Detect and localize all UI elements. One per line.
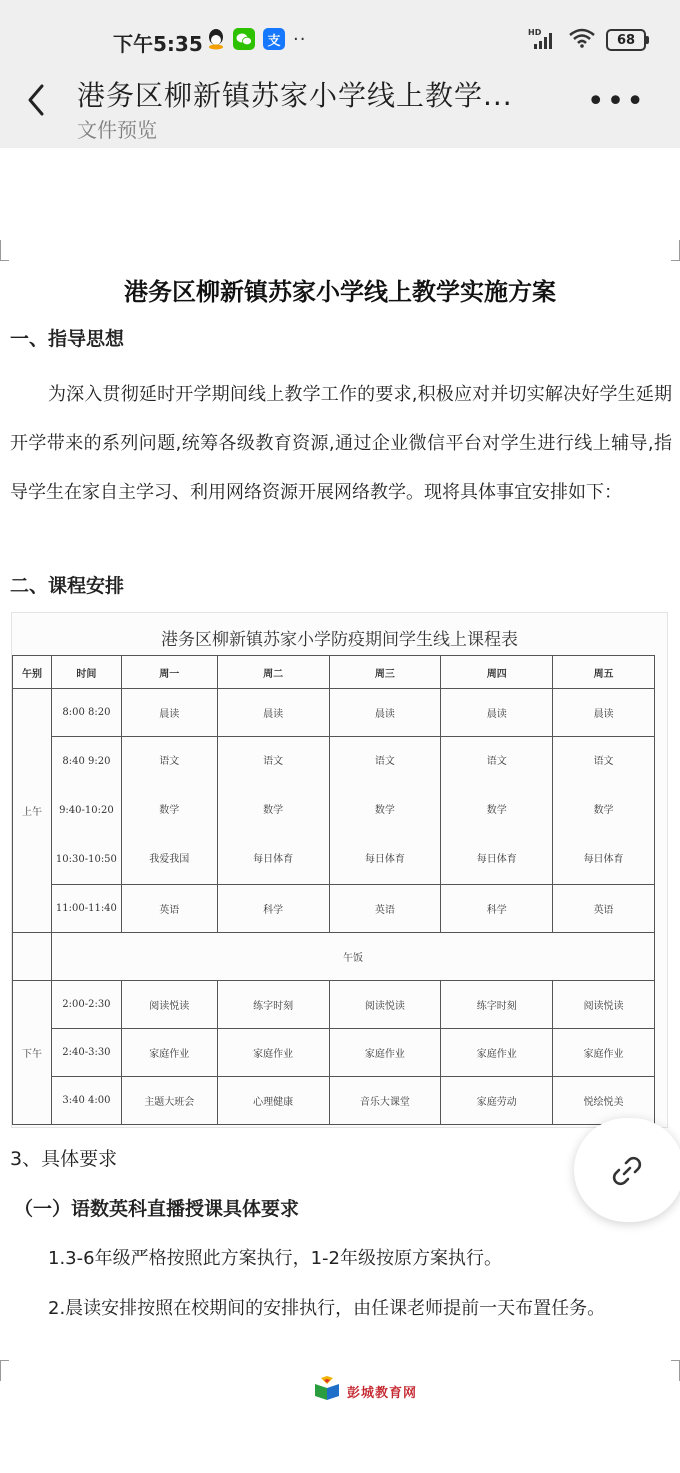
table-header-row (13, 656, 655, 689)
header-cell: 周三 (329, 656, 441, 689)
page-corner-mark (671, 1360, 680, 1381)
header-cell: 周四 (441, 656, 553, 689)
wechat-icon (233, 28, 255, 50)
back-button[interactable] (18, 78, 58, 122)
class-cell: 家庭作业 (441, 1029, 553, 1077)
subsection-heading: （一）语数英科直播授课具体要求 (14, 1198, 300, 1220)
notification-icons (207, 28, 306, 50)
time-cell: 8:00 8:20 (51, 689, 121, 737)
class-cell-group (217, 737, 329, 885)
time-cell: 2:00-2:30 (51, 981, 121, 1029)
class-cell: 家庭作业 (121, 1029, 217, 1077)
class-cell: 英语 (329, 885, 441, 933)
requirement-item: 2.晨读安排按照在校期间的安排执行，由任课老师提前一天布置任务。 (48, 1298, 606, 1319)
page-corner-mark (671, 240, 680, 261)
section-heading-guidance: 一、指导思想 (10, 328, 125, 350)
alipay-icon: 支 (263, 28, 285, 50)
header-cell: 周一 (121, 656, 217, 689)
doc-heading: 港务区柳新镇苏家小学线上教学实施方案 (124, 278, 556, 306)
table-row-lunch (13, 933, 655, 981)
class-cell: 英语 (553, 885, 655, 933)
table-row (13, 689, 655, 737)
class-cell: 数学 (486, 805, 507, 816)
status-right (528, 28, 646, 52)
class-cell: 每日体育 (476, 854, 517, 865)
schedule-title: 港务区柳新镇苏家小学防疫期间学生线上课程表 (161, 630, 518, 650)
class-cell: 主题大班会 (121, 1077, 217, 1125)
class-cell: 科学 (441, 885, 553, 933)
book-logo-icon (313, 1376, 341, 1406)
header-cell: 周五 (553, 656, 655, 689)
class-cell: 练字时刻 (217, 981, 329, 1029)
footer-logo (313, 1376, 417, 1406)
class-cell: 语文 (263, 756, 284, 767)
empty-cell (13, 933, 52, 981)
class-cell: 悦绘悦美 (553, 1077, 655, 1125)
class-cell: 每日体育 (583, 854, 624, 865)
document-page (0, 148, 680, 1473)
requirement-item: 1.3-6年级严格按照此方案执行，1-2年级按原方案执行。 (48, 1248, 502, 1269)
class-cell: 晨读 (121, 689, 217, 737)
more-notifications-icon: ·· (293, 28, 307, 50)
class-cell: 数学 (263, 805, 284, 816)
class-cell-group (441, 737, 553, 885)
title-bar (0, 62, 680, 148)
class-cell: 晨读 (553, 689, 655, 737)
class-cell: 我爱我国 (149, 854, 190, 865)
table-row (13, 1077, 655, 1125)
more-menu-button[interactable]: ••• (586, 84, 646, 119)
class-cell: 练字时刻 (441, 981, 553, 1029)
class-cell: 数学 (374, 805, 395, 816)
class-cell: 语文 (593, 756, 614, 767)
period-label: 上午 (13, 689, 52, 933)
network-type: HD (528, 28, 542, 37)
logo-text: 彭城教育网 (347, 1385, 418, 1401)
class-cell-group (553, 737, 655, 885)
document-title: 港务区柳新镇苏家小学线上教学... (77, 79, 513, 112)
page-corner-mark (0, 240, 9, 261)
table-row (13, 981, 655, 1029)
chevron-left-icon (18, 78, 58, 122)
class-cell: 每日体育 (364, 854, 405, 865)
battery-indicator: 68 (606, 29, 646, 51)
time-cell: 8:40 9:20 (62, 756, 111, 767)
header-cell: 时间 (51, 656, 121, 689)
schedule-table (12, 655, 655, 1125)
class-cell: 家庭作业 (217, 1029, 329, 1077)
wifi-icon (568, 28, 596, 52)
time-cell: 10:30-10:50 (55, 854, 117, 865)
class-cell: 阅读悦读 (553, 981, 655, 1029)
copy-link-button[interactable] (574, 1118, 680, 1222)
class-cell-group (329, 737, 441, 885)
table-row (13, 737, 655, 885)
document-subtitle: 文件预览 (77, 118, 157, 142)
class-cell: 科学 (217, 885, 329, 933)
lunch-cell: 午饭 (51, 933, 654, 981)
section-paragraph: 为深入贯彻延时开学期间线上教学工作的要求,积极应对并切实解决好学生延期开学带来的系列问题,统筹各级教育资源,通过企业微信平台对学生进行线上辅导,指导学生在家自主学习、利用网络资源开展网络教学。现将具体事宜安排如下： (10, 384, 672, 503)
table-row (13, 1029, 655, 1077)
class-cell: 语文 (374, 756, 395, 767)
class-cell: 心理健康 (217, 1077, 329, 1125)
time-cell: 9:40-10:20 (59, 805, 114, 816)
schedule-table-image (11, 612, 668, 1128)
class-cell: 阅读悦读 (121, 981, 217, 1029)
class-cell: 每日体育 (253, 854, 294, 865)
time-cell: 2:40-3:30 (51, 1029, 121, 1077)
header-cell: 午别 (13, 656, 52, 689)
class-cell: 语文 (486, 756, 507, 767)
class-cell: 英语 (121, 885, 217, 933)
time-cell: 3:40 4:00 (51, 1077, 121, 1125)
status-time: 下午5:35 (113, 32, 203, 56)
class-cell: 家庭作业 (329, 1029, 441, 1077)
class-cell: 晨读 (217, 689, 329, 737)
period-label: 下午 (13, 981, 52, 1125)
class-cell: 晨读 (329, 689, 441, 737)
time-cell-group (51, 737, 121, 885)
section-heading-requirements: 3、具体要求 (10, 1148, 118, 1170)
class-cell: 音乐大课堂 (329, 1077, 441, 1125)
time-cell: 11:00-11:40 (51, 885, 121, 933)
table-row (13, 885, 655, 933)
header-cell: 周二 (217, 656, 329, 689)
qq-icon (207, 28, 225, 50)
class-cell: 数学 (593, 805, 614, 816)
class-cell: 家庭劳动 (441, 1077, 553, 1125)
class-cell: 数学 (159, 805, 180, 816)
class-cell: 晨读 (441, 689, 553, 737)
class-cell: 家庭作业 (553, 1029, 655, 1077)
link-icon (610, 1154, 644, 1188)
signal-icon (528, 30, 558, 50)
section-heading-schedule: 二、课程安排 (10, 575, 125, 597)
class-cell: 阅读悦读 (329, 981, 441, 1029)
page-corner-mark (0, 1360, 9, 1381)
class-cell-group (121, 737, 217, 885)
class-cell: 语文 (159, 756, 180, 767)
